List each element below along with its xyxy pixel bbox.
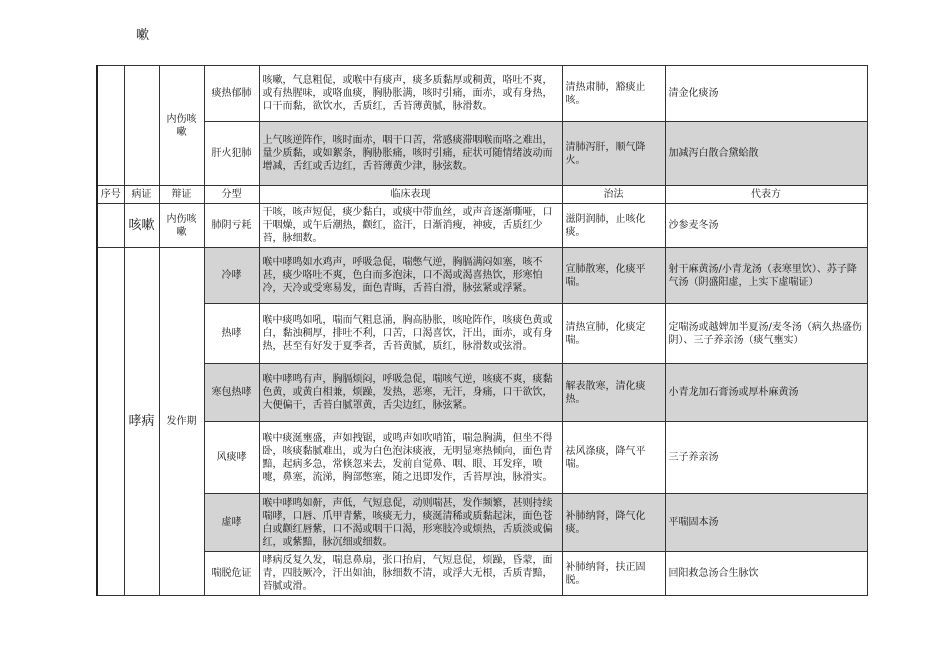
col-header-clinical: 临床表现	[259, 186, 562, 204]
page-header-text: 嗽	[136, 28, 150, 43]
group-cell: 内伤咳嗽	[159, 66, 204, 186]
type-cell: 肺阴亏耗	[204, 204, 259, 248]
col-header-type: 分型	[204, 186, 259, 204]
method-cell: 补肺纳肾，扶正固脱。	[562, 552, 665, 596]
group-cell: 发作期	[159, 248, 204, 596]
clinical-cell: 喉中痰鸣如吼，喘而气粗息涌，胸高胁胀，咳呛阵作，咳痰色黄或白，黏浊稠厚，排吐不利，口苦，口渴喜饮，汗出，面赤，或有身热，甚至有好发于夏季者，舌苔黄腻，质红，脉滑数或弦滑。	[259, 304, 562, 364]
formula-cell: 沙参麦冬汤	[665, 204, 867, 248]
type-cell: 风痰哮	[204, 422, 259, 494]
method-cell: 补肺纳肾，降气化痰。	[562, 494, 665, 552]
clinical-cell: 上气咳逆阵作，咳时面赤，咽干口苦，常感痰滞咽喉而咯之难出，量少质黏，或如絮条，胸胁胀痛，咳时引痛，症状可随情绪波动而增减，舌红或舌边红，舌苔薄黄少津，脉弦数。	[259, 122, 562, 186]
column-header-row	[97, 186, 867, 204]
seq-cell	[97, 248, 124, 596]
disease-cell: 咳嗽	[124, 204, 159, 248]
type-cell: 肝火犯肺	[204, 122, 259, 186]
clinical-cell: 咳嗽，气息粗促，或喉中有痰声，痰多质黏厚或稠黄，咯吐不爽，或有热腥味，或咯血痰，胸胁胀满，咳时引痛，面赤，或有身热，口干而黏，欲饮水，舌质红，舌苔薄黄腻，脉滑数。	[259, 66, 562, 122]
tcm-syndrome-table	[96, 65, 868, 596]
table-row	[97, 364, 867, 422]
type-cell: 寒包热哮	[204, 364, 259, 422]
formula-cell: 平喘固本汤	[665, 494, 867, 552]
method-cell: 清肺泻肝，顺气降火。	[562, 122, 665, 186]
seq-cell	[97, 204, 124, 248]
table-row	[97, 422, 867, 494]
clinical-cell: 喉中哮鸣如水鸡声，呼吸急促，喘憋气逆，胸膈满闷如塞，咳不甚，痰少咯吐不爽，色白而多泡沫，口不渴或渴喜热饮，形寒怕冷，天冷或受寒易发，面色青晦，舌苔白滑，脉弦紧或浮紧。	[259, 248, 562, 304]
formula-cell: 加减泻白散合黛蛤散	[665, 122, 867, 186]
clinical-cell: 喉中哮鸣有声，胸膈烦闷，呼吸急促，喘咳气逆，咳痰不爽，痰黏色黄，或黄白相兼，烦躁，发热，恶寒，无汗，身痛，口干欲饮，大便偏干，舌苔白腻罩黄，舌尖边红，脉弦紧。	[259, 364, 562, 422]
type-cell: 虚哮	[204, 494, 259, 552]
clinical-cell: 喉中痰涎壅盛，声如拽锯，或鸣声如吹哨笛，喘急胸满，但坐不得卧，咳痰黏腻难出，或为白色泡沫痰液，无明显寒热倾向，面色青黯，起病多急，常倏忽来去，发前自觉鼻、咽、眼、耳发痒，喷嚏，鼻塞，流涕，胸部憋塞，随之迅即发作，舌苔厚浊，脉滑实。	[259, 422, 562, 494]
table-row	[97, 66, 867, 122]
clinical-cell: 干咳，咳声短促，痰少黏白，或痰中带血丝，或声音逐渐嘶哑，口干咽燥，或午后潮热，颧红，盗汗，日渐消瘦，神疲，舌质红少苔，脉细数。	[259, 204, 562, 248]
formula-cell: 小青龙加石膏汤或厚朴麻黄汤	[665, 364, 867, 422]
type-cell: 冷哮	[204, 248, 259, 304]
method-cell: 清热肃肺，豁痰止咳。	[562, 66, 665, 122]
table-row	[97, 204, 867, 248]
table-row	[97, 248, 867, 304]
table-row	[97, 494, 867, 552]
table-row	[97, 552, 867, 596]
seq-cell	[97, 66, 124, 186]
col-header-method: 治法	[562, 186, 665, 204]
formula-cell: 三子养亲汤	[665, 422, 867, 494]
method-cell: 清热宣肺，化痰定喘。	[562, 304, 665, 364]
table-row	[97, 304, 867, 364]
type-cell: 热哮	[204, 304, 259, 364]
method-cell: 祛风涤痰，降气平喘。	[562, 422, 665, 494]
col-header-disease: 病证	[124, 186, 159, 204]
col-header-seq: 序号	[97, 186, 124, 204]
formula-cell: 回阳救急汤合生脉饮	[665, 552, 867, 596]
clinical-cell: 哮病反复久发，喘息鼻扇，张口抬肩，气短息促，烦躁，昏蒙，面青，四肢厥冷，汗出如油，脉细数不清，或浮大无根，舌质青黯，苔腻或滑。	[259, 552, 562, 596]
col-header-differentiation: 辩证	[159, 186, 204, 204]
col-header-formula: 代表方	[665, 186, 867, 204]
formula-cell: 射干麻黄汤/小青龙汤（表寒里饮）、苏子降气汤（阴盛阳虚，上实下虚喘证）	[665, 248, 867, 304]
formula-cell: 定喘汤或越婢加半夏汤/麦冬汤（病久热盛伤阴）、三子养亲汤（痰气壅实）	[665, 304, 867, 364]
formula-cell: 清金化痰汤	[665, 66, 867, 122]
method-cell: 滋阴润肺，止咳化痰。	[562, 204, 665, 248]
type-cell: 痰热郁肺	[204, 66, 259, 122]
clinical-cell: 喉中哮鸣如鼾，声低，气短息促，动则喘甚，发作频繁，甚则持续喘哮，口唇、爪甲青紫，咳痰无力，痰涎清稀或质黏起沫，面色苍白或颧红唇紫，口不渴或咽干口渴，形寒肢冷或烦热，舌质淡或偏红，或紫黯，脉沉细或细数。	[259, 494, 562, 552]
method-cell: 宣肺散寒，化痰平喘。	[562, 248, 665, 304]
method-cell: 解表散寒，清化痰热。	[562, 364, 665, 422]
type-cell: 喘脱危证	[204, 552, 259, 596]
table-row	[97, 122, 867, 186]
disease-cell	[124, 66, 159, 186]
disease-cell: 哮病	[124, 248, 159, 596]
group-cell: 内伤咳嗽	[159, 204, 204, 248]
